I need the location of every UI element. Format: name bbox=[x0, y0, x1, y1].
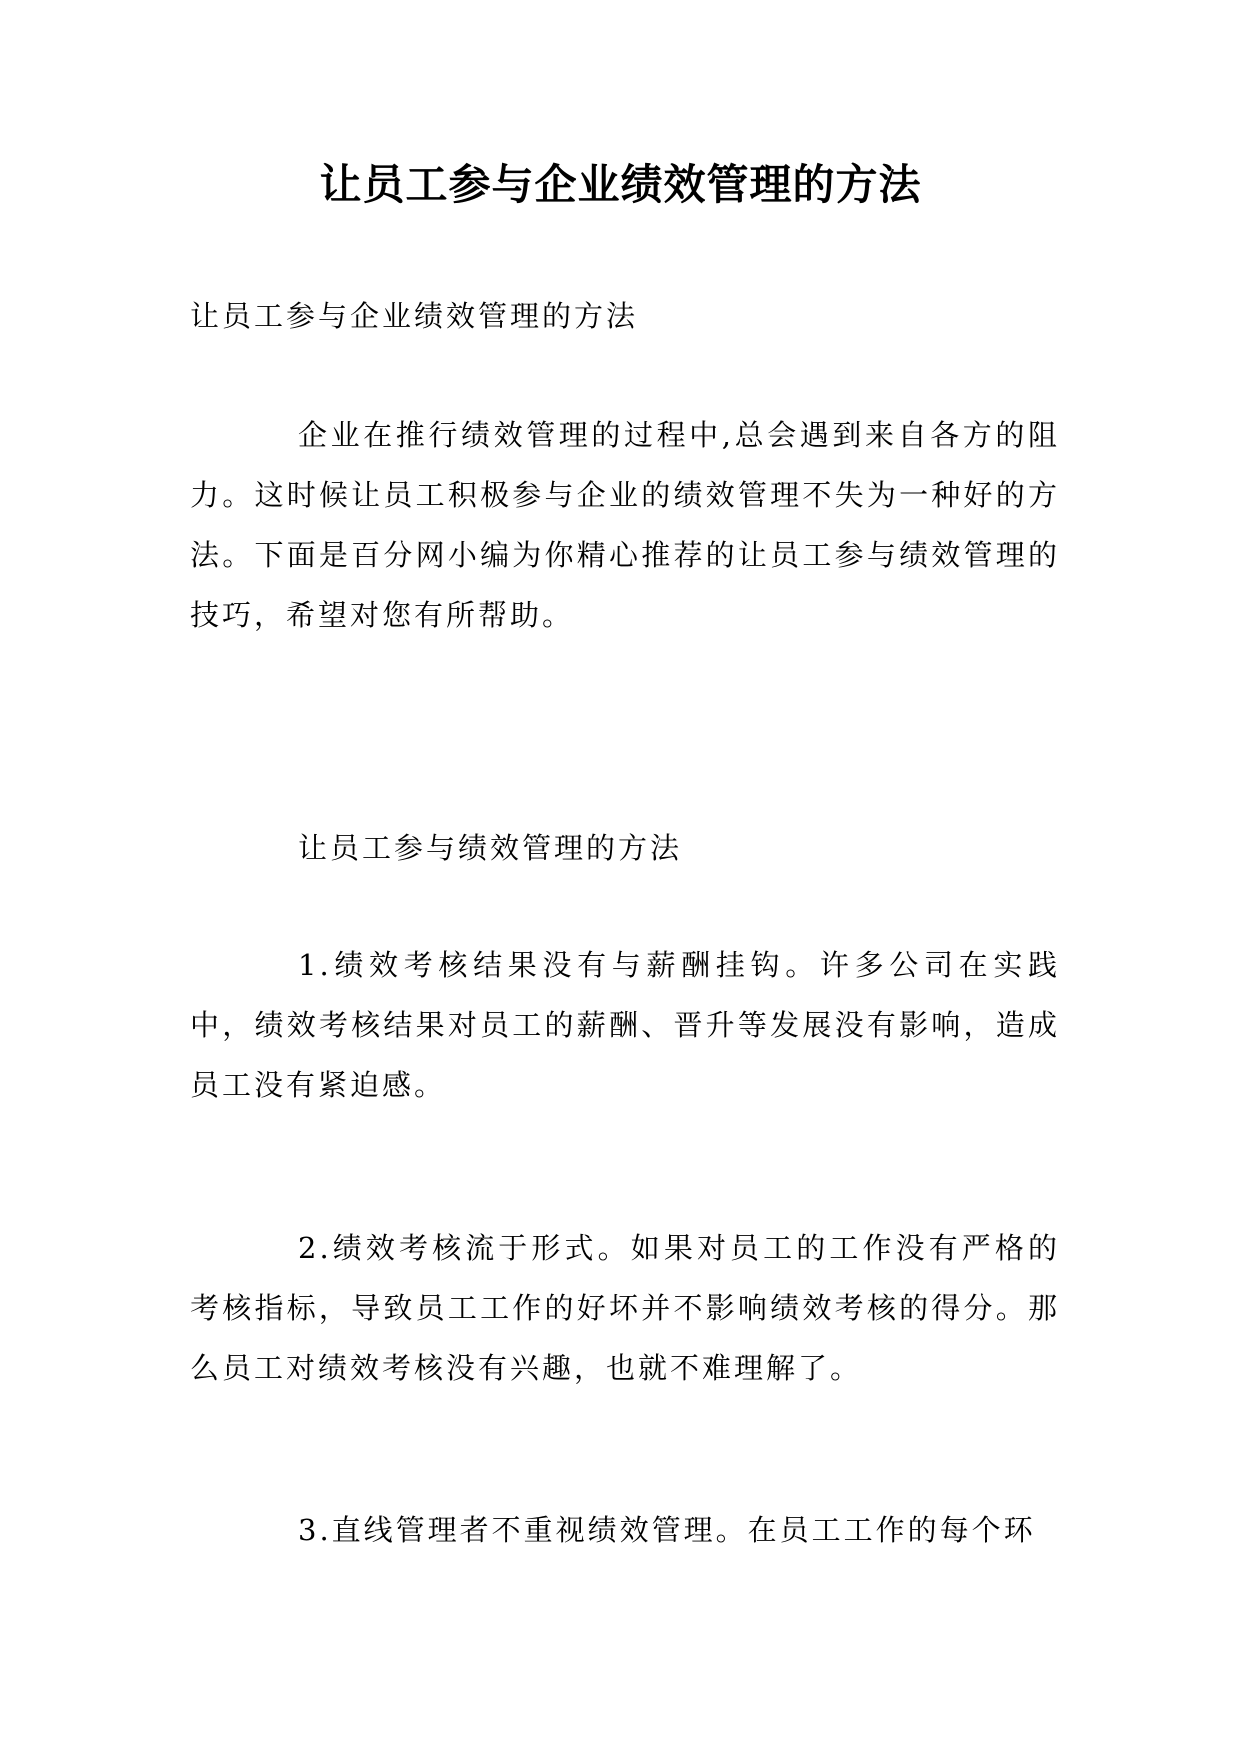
document-title: 让员工参与企业绩效管理的方法 bbox=[319, 160, 922, 209]
list-item-1: 1.绩效考核结果没有与薪酬挂钩。许多公司在实践中，绩效考核结果对员工的薪酬、晋升等发展没有影响，造成员工没有紧迫感。 bbox=[190, 948, 1060, 1102]
section-heading: 让员工参与绩效管理的方法 bbox=[298, 831, 683, 865]
intro-paragraph: 企业在推行绩效管理的过程中,总会遇到来自各方的阻力。这时候让员工积极参与企业的绩效管理不失为一种好的方法。下面是百分网小编为你精心推荐的让员工参与绩效管理的技巧，希望对您有所帮助。 bbox=[190, 418, 1060, 632]
document-subtitle: 让员工参与企业绩效管理的方法 bbox=[190, 299, 639, 333]
list-item-2: 2.绩效考核流于形式。如果对员工的工作没有严格的考核指标，导致员工工作的好坏并不影响绩效考核的得分。那么员工对绩效考核没有兴趣，也就不难理解了。 bbox=[190, 1231, 1060, 1385]
list-item-3: 3.直线管理者不重视绩效管理。在员工工作的每个环 bbox=[298, 1513, 1036, 1547]
